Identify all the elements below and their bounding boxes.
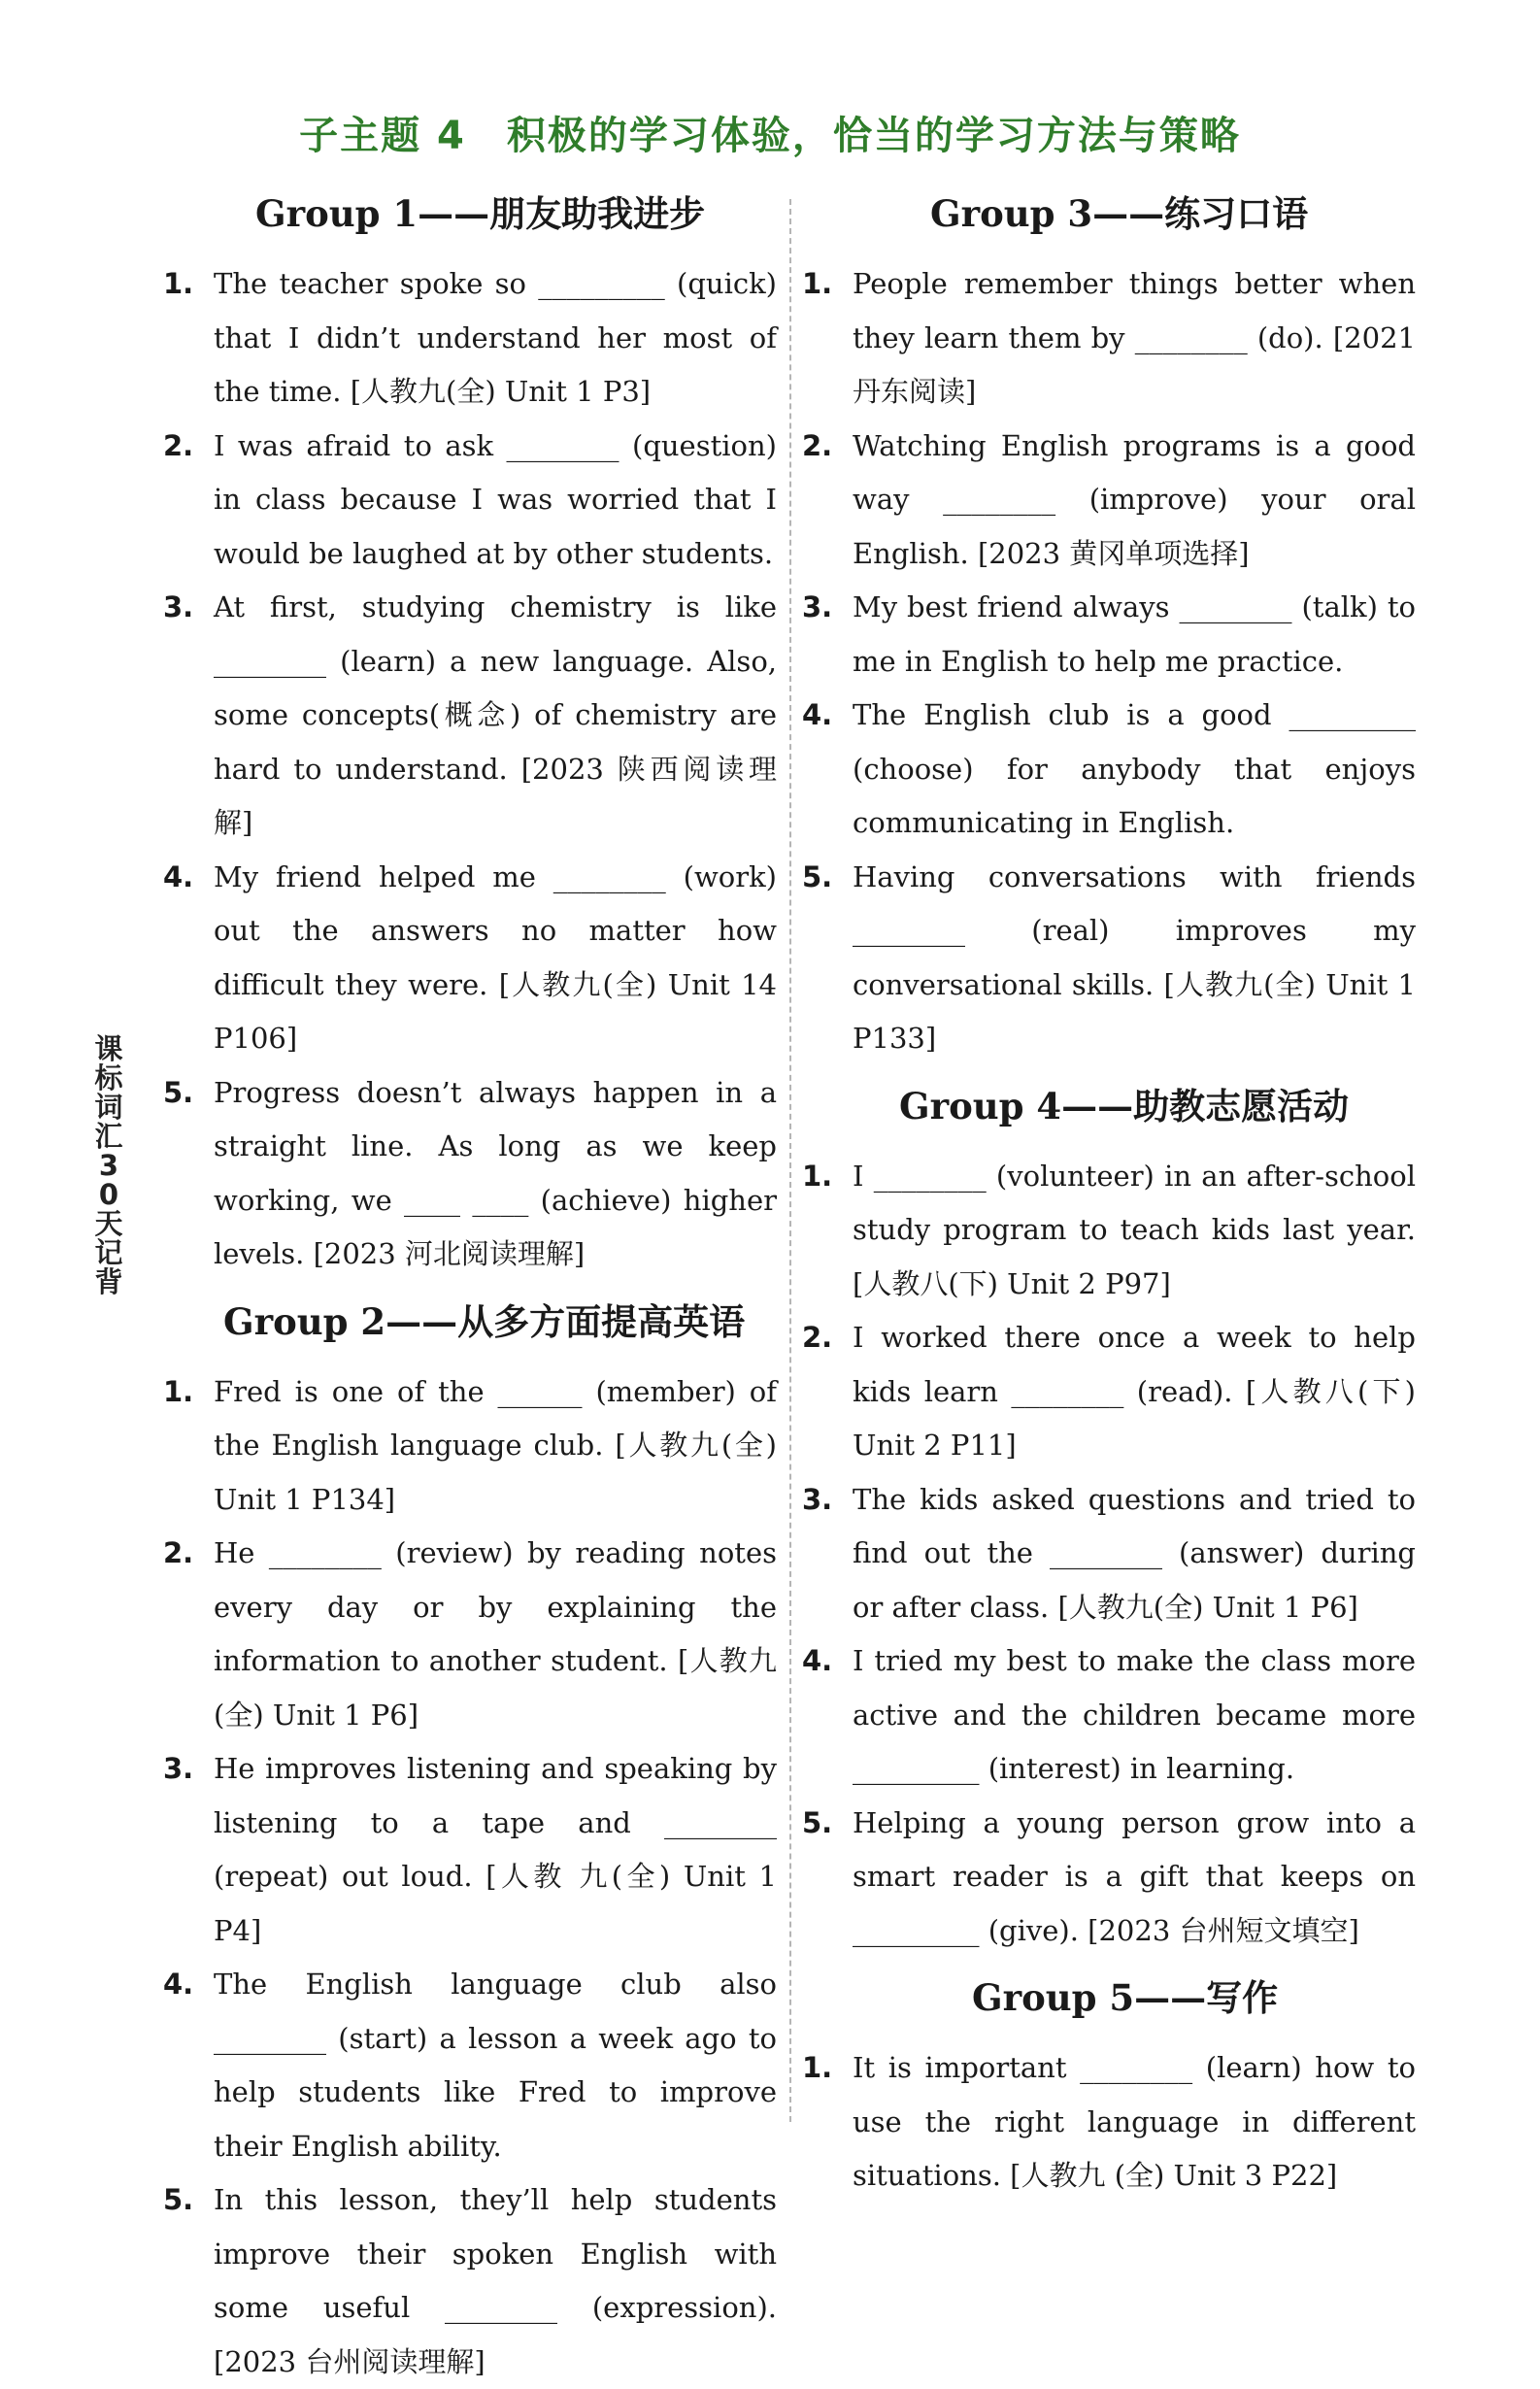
question-number: 5. [163,2183,194,2216]
question-text: Progress doesn’t always happen in a straight line. As long as we keep working, we ____ ____ (achieve) higher levels. [2023 河北阅读理解] [214,1075,777,1270]
question-number: 2. [802,1321,833,1354]
question-item [802,689,1416,851]
question-text: At first, studying chemistry is like ________ (learn) a new language. Also, some concepts(概念) of chemistry are hard to understand. [2023 陕西阅读理解] [214,590,777,839]
question-item [163,1958,777,2173]
question-number: 2. [163,428,194,462]
group-heading: Group 4——助教志愿活动 [899,1084,1350,1127]
group-heading: Group 3——练习口语 [930,192,1309,235]
question-text: Having conversations with friends ________ (real) improves my conversational skills. [人教九(全) Unit 1 P133] [853,859,1416,1055]
question-item [163,420,777,582]
question-item [802,1634,1416,1797]
group-heading: Group 2——从多方面提高英语 [223,1299,746,1343]
question-text: It is important ________ (learn) how to use the right language in different situations. [人教九 (全) Unit 3 P22] [853,2051,1416,2192]
question-text: Fred is one of the ______ (member) of the English language club. [人教九(全) Unit 1 P134] [214,1374,777,1516]
question-text: He ________ (review) by reading notes every day or by explaining the information to another student. [人教九(全) Unit 1 P6] [214,1536,777,1732]
question-text: I was afraid to ask ________ (question) in class because I was worried that I would be laughed at by other students. [214,428,777,570]
question-number: 3. [163,590,194,623]
question-item [802,851,1416,1066]
question-number: 3. [163,1752,194,1785]
question-text: I ________ (volunteer) in an after-school study program to teach kids last year. [人教八(下) Unit 2 P97] [853,1159,1416,1300]
right-column [802,189,1416,2204]
question-item [802,1150,1416,1312]
question-number: 4. [802,698,833,731]
question-text: He improves listening and speaking by listening to a tape and ________ (repeat) out loud. [人教 九(全) Unit 1 P4] [214,1752,777,1947]
left-column [163,189,777,2389]
group-heading: Group 5——写作 [972,1976,1279,2019]
page-title: 子主题 4 积极的学习体验，恰当的学习方法与策略 [299,114,1241,158]
question-item [802,1473,1416,1635]
question-number: 2. [802,428,833,462]
question-number: 4. [163,1968,194,2001]
question-item [163,851,777,1066]
question-item [802,1311,1416,1473]
question-number: 1. [802,267,833,300]
question-item [802,2041,1416,2204]
question-number: 4. [802,1644,833,1677]
question-item [163,257,777,420]
question-number: 5. [802,859,833,893]
question-number: 3. [802,590,833,623]
question-item [163,2173,777,2389]
question-number: 1. [163,1374,194,1408]
question-text: My best friend always ________ (talk) to me in English to help me practice. [853,590,1416,678]
question-text: I worked there once a week to help kids learn ________ (read). [人教八(下) Unit 2 P11] [853,1321,1416,1462]
question-text: The English club is a good _________ (choose) for anybody that enjoys communicating in English. [853,698,1416,839]
question-number: 1. [802,2051,833,2084]
question-item [802,257,1416,420]
column-divider [789,199,791,2122]
question-text: The English language club also ________ (start) a lesson a week ago to help students like Fred to improve their English ability. [214,1968,777,2163]
question-item [163,1365,777,1528]
question-number: 1. [163,267,194,300]
question-item [802,581,1416,689]
question-text: I tried my best to make the class more active and the children became more _________ (interest) in learning. [853,1644,1416,1785]
question-text: The kids asked questions and tried to find out the ________ (answer) during or after class. [人教九(全) Unit 1 P6] [853,1482,1416,1624]
side-label: 课标词汇30天记背 [94,1032,123,1298]
question-text: Watching English programs is a good way ________ (improve) your oral English. [2023 黄冈单项选择] [853,428,1416,570]
question-text: The teacher spoke so _________ (quick) that I didn’t understand her most of the time. [人教九(全) Unit 1 P3] [214,267,777,408]
question-text: Helping a young person grow into a smart reader is a gift that keeps on _________ (give). [2023 台州短文填空] [853,1805,1416,1947]
question-item [163,1527,777,1742]
question-item [802,1797,1416,1959]
question-text: My friend helped me ________ (work) out the answers no matter how difficult they were. [人教九(全) Unit 14 P106] [214,859,777,1055]
question-number: 2. [163,1536,194,1569]
question-number: 1. [802,1159,833,1193]
question-text: People remember things better when they learn them by ________ (do). [2021 丹东阅读] [853,267,1416,408]
group-heading: Group 1——朋友助我进步 [255,192,706,235]
question-number: 3. [802,1482,833,1516]
question-item [163,581,777,851]
question-item [802,420,1416,582]
question-number: 5. [802,1805,833,1839]
question-item [163,1066,777,1282]
question-number: 4. [163,859,194,893]
question-item [163,1742,777,1958]
question-text: In this lesson, they’ll help students improve their spoken English with some useful ________ (expression). [2023 台州阅读理解] [214,2183,777,2378]
question-number: 5. [163,1075,194,1109]
